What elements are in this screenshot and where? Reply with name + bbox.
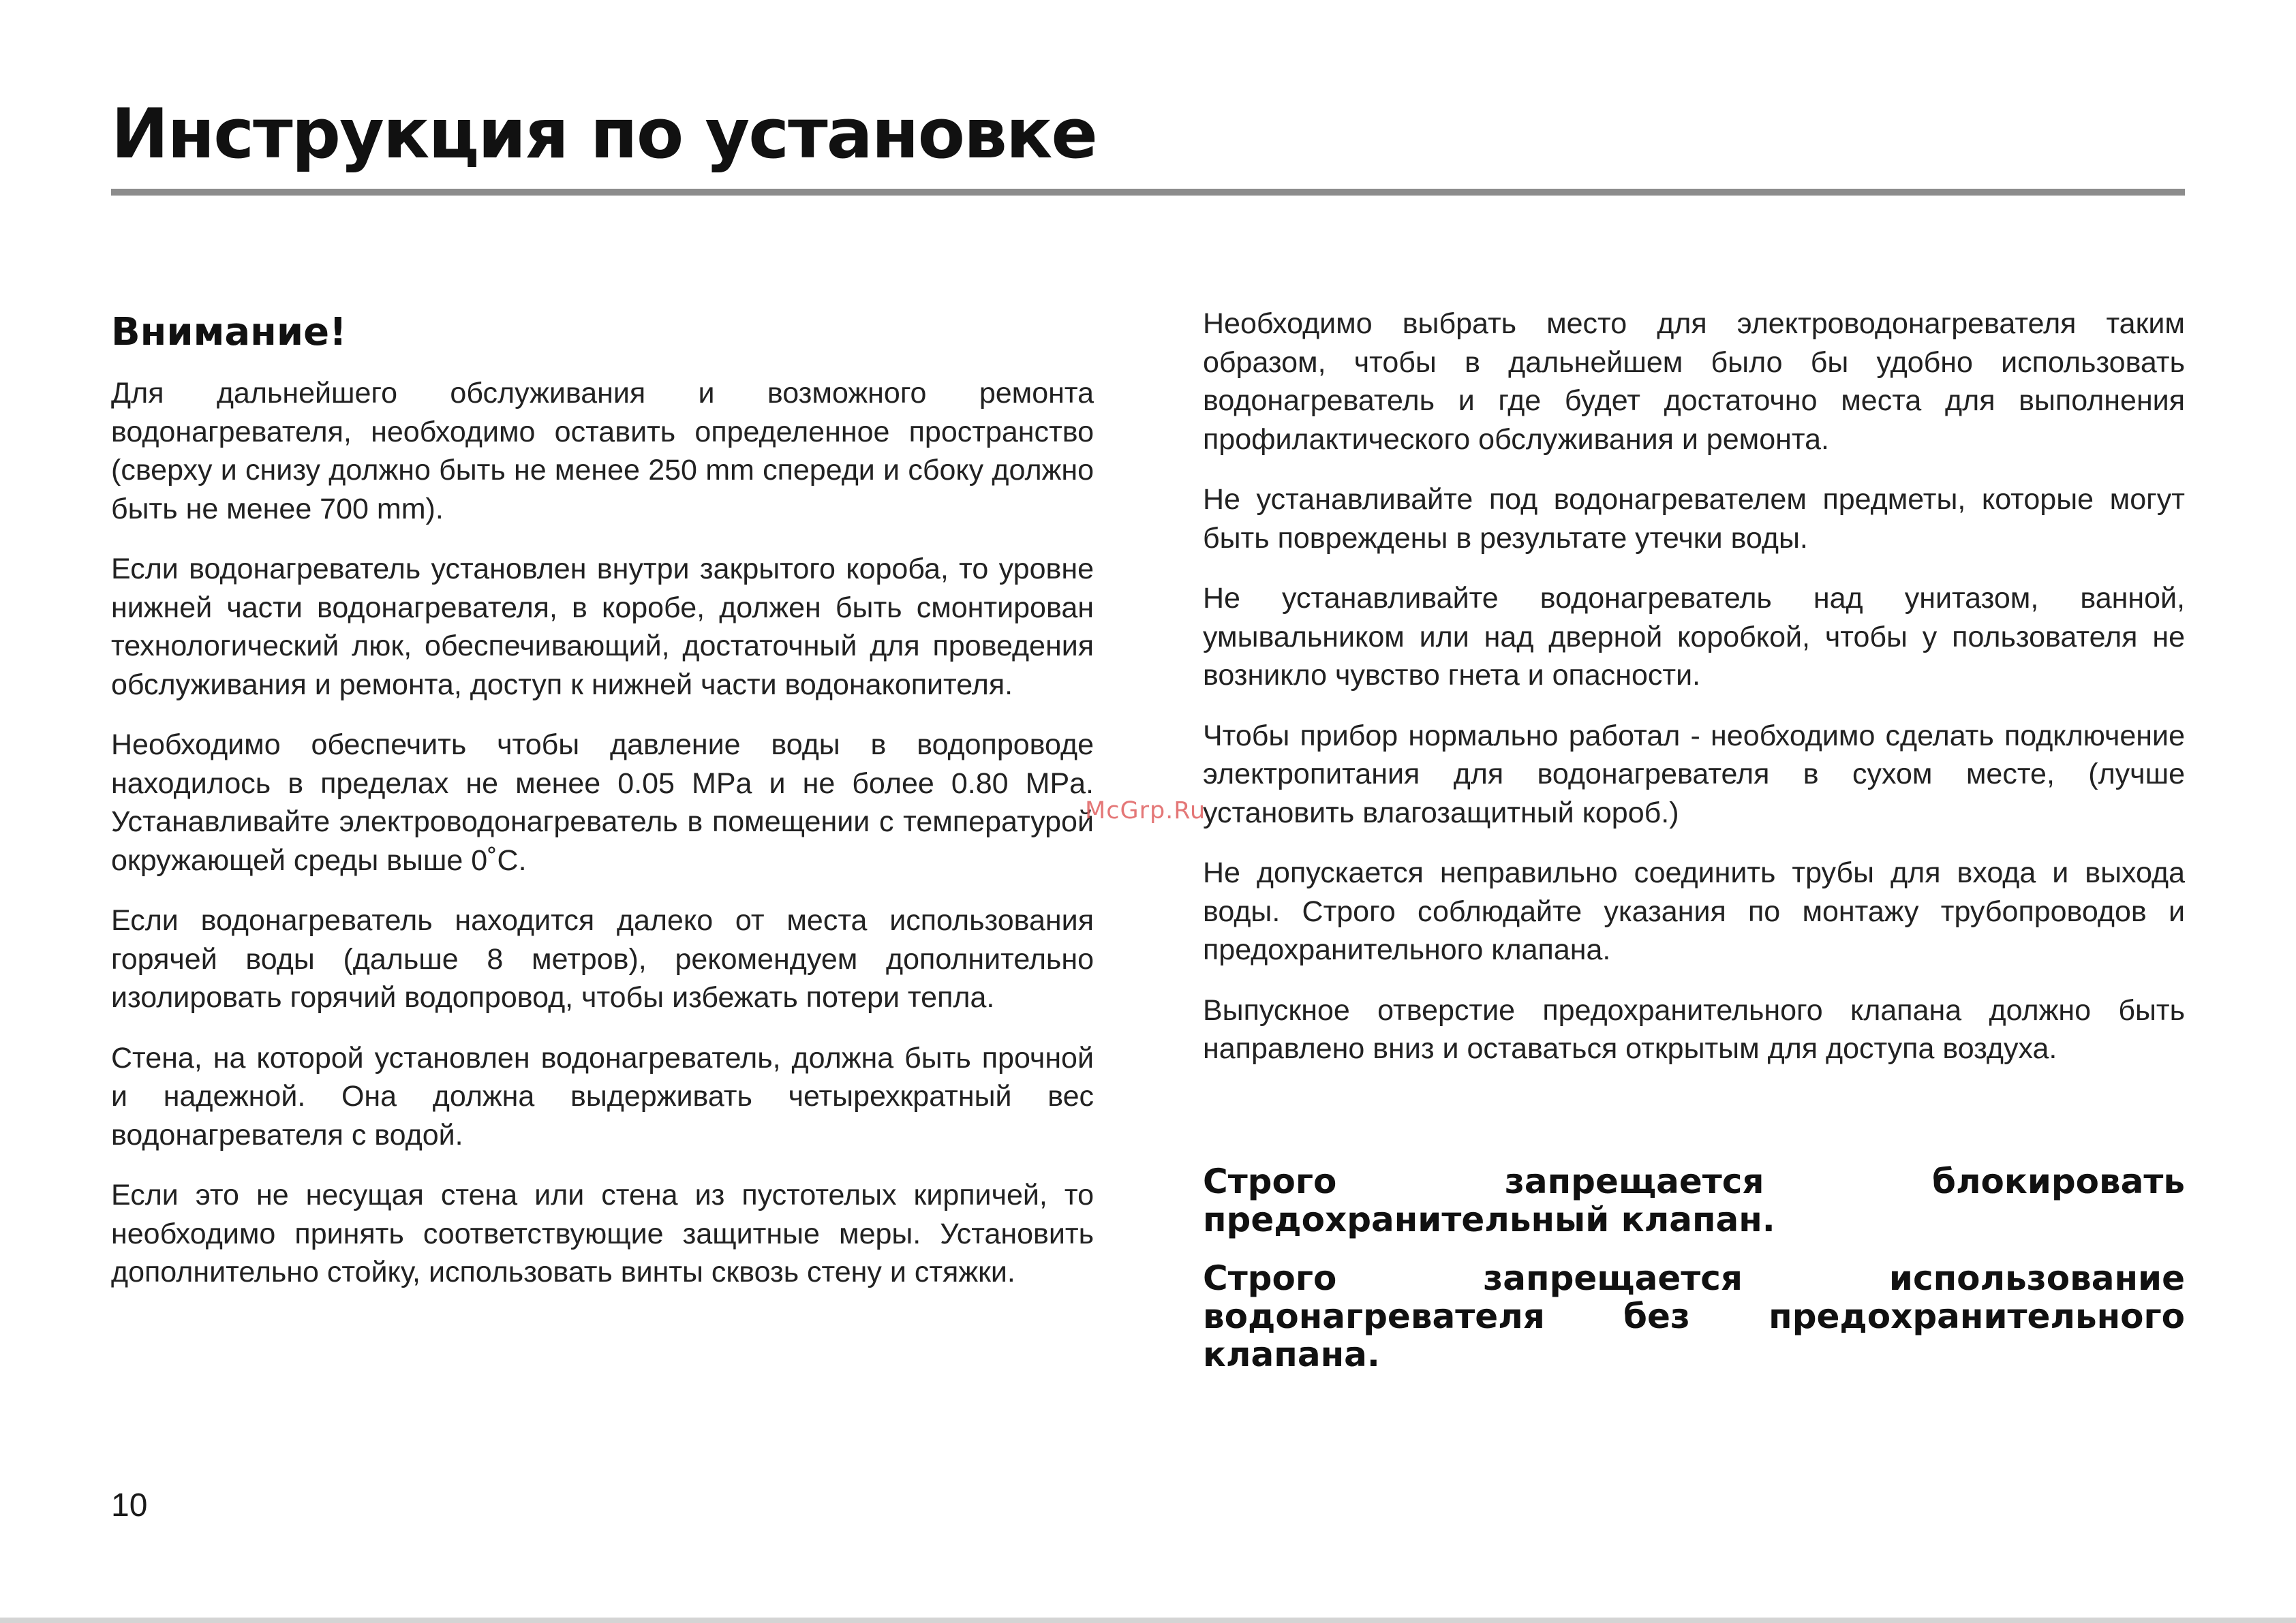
page-number: 10 — [111, 1487, 148, 1524]
paragraph-power-connection: Чтобы прибор нормально работал - необходимо сделать подключение электропитания для водонагревателя в сухом месте, (лучше установить влагозащитный короб.) — [1203, 719, 2185, 829]
paragraph-objects-below: Не устанавливайте под водонагревателем предметы, которые могут быть повреждены в результате утечки воды. — [1203, 483, 2185, 555]
paragraph-wall-strength: Стена, на которой установлен водонагреватель, должна быть прочной и надежной. Она должна выдерживать четырехкратный вес водонагревателя с водой. — [111, 1041, 1094, 1151]
paragraph-pipe-connection: Не допускается неправильно соединить трубы для входа и выхода воды. Строго соблюдайте указания по монтажу трубопроводов и предохранительного клапана. — [1203, 856, 2185, 966]
warning-valve-required: Строго запрещается использование водонагревателя без предохранительного клапана. — [1203, 1258, 2185, 1374]
warnings-block — [1203, 1162, 2185, 1374]
watermark: McGrp.Ru — [1085, 797, 1206, 824]
left-column — [111, 303, 1094, 1314]
attention-heading: Внимание! — [111, 310, 347, 354]
paragraph-valve-outlet: Выпускное отверстие предохранительного клапана должно быть направлено вниз и оставаться открытым для доступа воздуха. — [1203, 993, 2185, 1065]
paragraph-choose-location: Необходимо выбрать место для электроводонагревателя таким образом, чтобы в дальнейшем было бы удобно использовать водонагреватель и где будет достаточно места для выполнения профилактического обслуживания и ремонта. — [1203, 307, 2185, 456]
right-column — [1203, 305, 2185, 1394]
page-title: Инструкция по установке — [111, 93, 1097, 174]
paragraph-water-pressure: Необходимо обеспечить чтобы давление воды в водопроводе находилось в пределах не менее 0.05 MPa и не более 0.80 MPa. Устанавливайте электроводонагреватель в помещении с температурой окружающей среды выше 0˚С. — [111, 728, 1094, 877]
paragraph-closed-box: Если водонагреватель установлен внутри закрытого короба, то уровне нижней части водонагревателя, в коробе, должен быть смонтирован технологический люк, обеспечивающий, достаточный для проведения обслуживания и ремонта, доступ к нижней части водонакопителя. — [111, 553, 1094, 701]
bottom-edge-bar — [0, 1618, 2296, 1623]
warning-do-not-block-valve: Строго запрещается блокировать предохранительный клапан. — [1203, 1161, 2185, 1239]
paragraph-service-space: Для дальнейшего обслуживания и возможного ремонта водонагревателя, необходимо оставить определенное пространство (сверху и снизу должно быть не менее 250 mm спереди и сбоку должно быть не менее 700 mm). — [111, 377, 1094, 525]
paragraph-hot-water-distance: Если водонагреватель находится далеко от места использования горячей воды (дальше 8 метров), рекомендуем дополнительно изолировать горячий водопровод, чтобы избежать потери тепла. — [111, 904, 1094, 1014]
paragraph-non-bearing-wall: Если это не несущая стена или стена из пустотелых кирпичей, то необходимо принять соответствующие защитные меры. Установить дополнительно стойку, использовать винты сквозь стену и стяжки. — [111, 1179, 1094, 1288]
paragraph-not-above-fixtures: Не устанавливайте водонагреватель над унитазом, ванной, умывальником или над дверной коробкой, чтобы у пользователя не возникло чувство гнета и опасности. — [1203, 582, 2185, 692]
title-divider — [111, 189, 2185, 196]
